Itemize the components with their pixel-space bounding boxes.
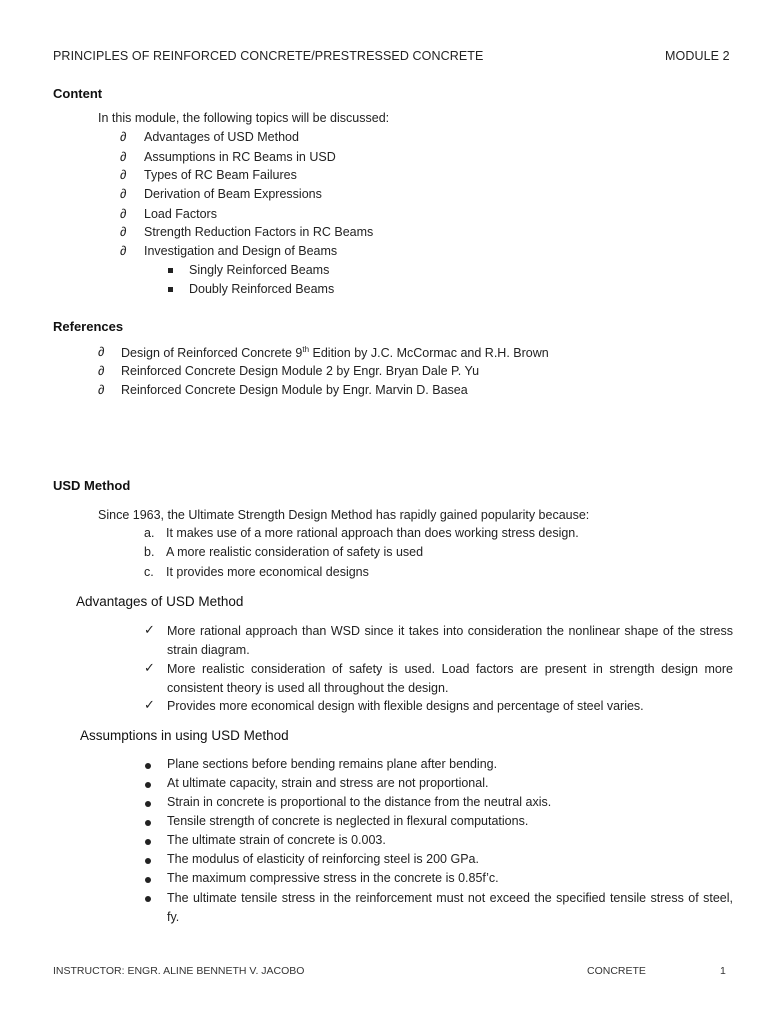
page-number: 1 <box>720 965 726 977</box>
module-label: MODULE 2 <box>665 49 730 63</box>
subtopic-text: Doubly Reinforced Beams <box>189 282 335 296</box>
topic-text: Investigation and Design of Beams <box>144 244 338 258</box>
topic-text: Advantages of USD Method <box>144 130 299 144</box>
usd-intro: Since 1963, the Ultimate Strength Design Method has rapidly gained popularity because: <box>98 508 590 522</box>
topic-text: Types of RC Beam Failures <box>144 168 297 182</box>
assumptions-heading: Assumptions in using USD Method <box>80 728 289 743</box>
reason-text: It provides more economical designs <box>166 565 369 579</box>
topic-text: Derivation of Beam Expressions <box>144 187 322 201</box>
bullet-icon <box>145 858 151 864</box>
partial-bullet-icon: ∂ <box>120 206 127 221</box>
assumption-text: Tensile strength of concrete is neglected in flexural computations. <box>167 814 529 828</box>
reason-text: A more realistic consideration of safety is used <box>166 545 424 559</box>
bullet-icon <box>145 763 151 769</box>
bullet-icon <box>145 877 151 883</box>
reason-marker: a. <box>144 526 155 540</box>
subtopic-text: Singly Reinforced Beams <box>189 263 330 277</box>
assumption-text: Strain in concrete is proportional to the distance from the neutral axis. <box>167 795 552 809</box>
assumption-text: The ultimate tensile stress in the reinforcement must not exceed the specified tensile stress of steel, fy. <box>167 891 733 924</box>
bullet-icon <box>145 820 151 826</box>
partial-bullet-icon: ∂ <box>98 363 105 378</box>
bullet-icon <box>145 801 151 807</box>
advantage-text: Provides more economical design with flexible designs and percentage of steel varies. <box>167 699 644 713</box>
content-heading: Content <box>53 86 103 101</box>
assumption-text: Plane sections before bending remains plane after bending. <box>167 757 498 771</box>
partial-bullet-icon: ∂ <box>120 129 127 144</box>
checkmark-icon: ✓ <box>144 622 155 637</box>
footer-subject: CONCRETE <box>587 965 646 977</box>
partial-bullet-icon: ∂ <box>98 344 105 359</box>
topic-text: Load Factors <box>144 207 217 221</box>
assumption-text: The modulus of elasticity of reinforcing steel is 200 GPa. <box>167 852 479 866</box>
topic-text: Strength Reduction Factors in RC Beams <box>144 225 374 239</box>
references-heading: References <box>53 319 124 334</box>
reference-text: Design of Reinforced Concrete 9th Edition by J.C. McCormac and R.H. Brown <box>121 345 549 361</box>
reference-text: Reinforced Concrete Design Module by Engr. Marvin D. Basea <box>121 383 468 397</box>
partial-bullet-icon: ∂ <box>120 167 127 182</box>
partial-bullet-icon: ∂ <box>98 382 105 397</box>
bullet-icon <box>145 782 151 788</box>
partial-bullet-icon: ∂ <box>120 186 127 201</box>
square-bullet-icon <box>168 287 173 292</box>
advantages-heading: Advantages of USD Method <box>76 594 244 609</box>
assumption-text: The maximum compressive stress in the concrete is 0.85f’c. <box>167 871 499 885</box>
checkmark-icon: ✓ <box>144 660 155 675</box>
reason-marker: c. <box>144 565 154 579</box>
square-bullet-icon <box>168 268 173 273</box>
bullet-icon <box>145 896 151 902</box>
reason-text: It makes use of a more rational approach than does working stress design. <box>166 526 579 540</box>
topic-text: Assumptions in RC Beams in USD <box>144 150 336 164</box>
partial-bullet-icon: ∂ <box>120 224 127 239</box>
assumption-text: At ultimate capacity, strain and stress are not proportional. <box>167 776 489 790</box>
reason-marker: b. <box>144 545 155 559</box>
advantage-text: More realistic consideration of safety is used. Load factors are present in strength design more consistent theory is used all throughout the design. <box>167 662 733 695</box>
document-title: PRINCIPLES OF REINFORCED CONCRETE/PRESTRESSED CONCRETE <box>53 49 484 63</box>
footer-instructor: INSTRUCTOR: ENGR. ALINE BENNETH V. JACOBO <box>53 965 305 977</box>
assumption-text: The ultimate strain of concrete is 0.003. <box>167 833 386 847</box>
usd-heading: USD Method <box>53 478 131 493</box>
checkmark-icon: ✓ <box>144 697 155 712</box>
content-intro: In this module, the following topics will be discussed: <box>98 111 390 125</box>
partial-bullet-icon: ∂ <box>120 243 127 258</box>
reference-text: Reinforced Concrete Design Module 2 by Engr. Bryan Dale P. Yu <box>121 364 480 378</box>
partial-bullet-icon: ∂ <box>120 149 127 164</box>
bullet-icon <box>145 839 151 845</box>
advantage-text: More rational approach than WSD since it takes into consideration the nonlinear shape of the stress strain diagram. <box>167 624 733 657</box>
